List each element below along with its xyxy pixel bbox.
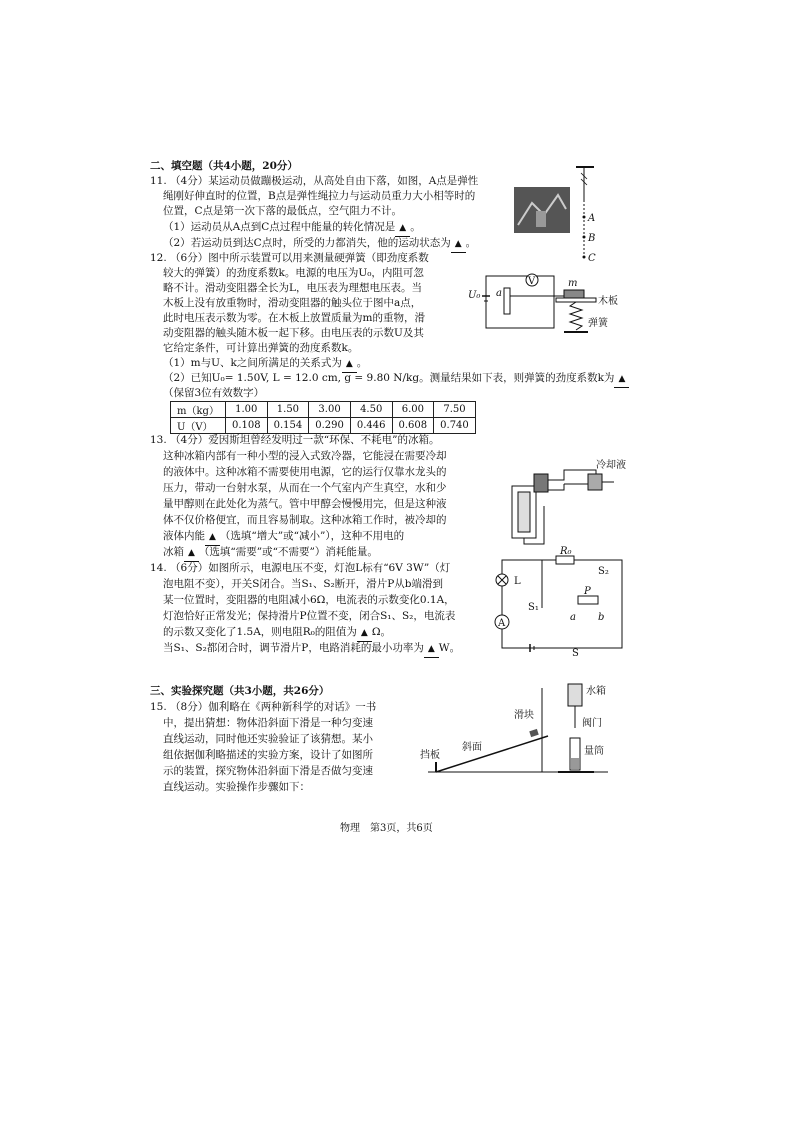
table-cell: 7.50 [434, 402, 476, 418]
lamp-label: L [514, 576, 521, 587]
answer-blank[interactable]: ▲ [357, 625, 372, 642]
incline-figure [418, 680, 618, 780]
coolant-label: 冷却液 [596, 460, 626, 471]
point-a-label: a [496, 288, 502, 299]
table-cell: 0.108 [225, 418, 267, 434]
table-header: m（kg） [171, 402, 226, 418]
q13-line: 量甲醇则在此处化为蒸气。管中甲醇会慢慢用完，但是这种液 [163, 498, 447, 510]
answer-blank[interactable]: ▲ [424, 641, 439, 658]
q15-line: 直线运动，同时他还实验验证了该猜想。某小 [163, 733, 373, 745]
voltmeter-label: V [528, 276, 536, 287]
table-cell: 0.290 [309, 418, 351, 434]
s1-label: S₁ [528, 602, 539, 613]
table-cell: 0.154 [267, 418, 309, 434]
page-footer: 物理 第3页，共6页 [340, 823, 433, 834]
fridge-figure [504, 456, 644, 546]
incline-label: 斜面 [462, 742, 482, 753]
s2-label: S₂ [598, 566, 609, 577]
q15-line: 组依据伽利略描述的实验方案，设计了如图所 [163, 749, 373, 761]
section-title: 三、实验探究题（共3小题，共26分） [150, 685, 330, 697]
table-cell: 0.740 [434, 418, 476, 434]
slider-p-label: P [584, 586, 591, 597]
bungee-figure [514, 165, 604, 265]
answer-blank[interactable]: ▲ [451, 236, 466, 253]
tank-label: 水箱 [586, 686, 606, 697]
point-c-label: C [588, 253, 596, 264]
q12-data-table [170, 401, 476, 434]
q15-line: 15. （8分）伽利略在《两种新科学的对话》一书 [150, 701, 377, 713]
q13-line: 的液体中。这种冰箱不需要使用电源，它的运行仅靠水龙头的 [163, 466, 447, 478]
s-label: S [572, 648, 579, 659]
point-a-label: A [588, 213, 596, 224]
q12-line: 12. （6分）图中所示装置可以用来测量硬弹簧（即劲度系数 [150, 252, 429, 264]
q11-part1: （1）运动员从A点到C点过程中能量的转化情况是 ▲ 。 [163, 219, 421, 237]
point-b-label: B [588, 233, 596, 244]
answer-blank[interactable]: ▲ [614, 371, 629, 388]
q15-line: 中，提出猜想：物体沿斜面下滑是一种匀变速 [163, 717, 373, 729]
q12-part2-note: （保留3位有效数字） [163, 387, 265, 399]
table-cell: 0.446 [350, 418, 392, 434]
section-title: 二、填空题（共4小题，20分） [150, 160, 298, 172]
q12-line: 它给定条件，可计算出弹簧的劲度系数k。 [163, 342, 359, 354]
q13-line: 体不仅价格便宜，而且容易制取。这种冰箱工作时，被冷却的 [163, 514, 447, 526]
q12-line: 此时电压表示数为零。在木板上放置质量为m的重物，滑 [163, 312, 425, 324]
table-cell: 3.00 [309, 402, 351, 418]
q12-part2: （2）已知U₀= 1.50V, L = 12.0 cm, g = 9.80 N/kg。测量结果如下表，则弹簧的劲度系数k为 ▲ [163, 370, 629, 388]
point-b-label: b [598, 612, 605, 623]
u0-label: U₀ [468, 290, 481, 301]
q13-line: 冰箱 ▲ （选填“需要”或“不需要”）消耗能量。 [163, 544, 378, 562]
mass-label: m [568, 278, 578, 289]
ammeter-label: A [498, 618, 506, 629]
q11-line: 11. （4分）某运动员做蹦极运动，从高处自由下落，如图，A点是弹性 [150, 175, 479, 187]
answer-blank[interactable]: ▲ [342, 356, 357, 373]
q13-line: 13. （4分）爱因斯坦曾经发明过一款“环保、不耗电”的冰箱。 [150, 434, 440, 446]
table-cell: 1.50 [267, 402, 309, 418]
spring-label: 弹簧 [588, 318, 608, 329]
q12-line: 木板上没有放重物时，滑动变阻器的触头位于图中a点， [163, 297, 422, 309]
spring-circuit-figure [468, 266, 648, 356]
q12-line: 动变阻器的触头随木板一起下移。由电压表的示数U及其 [163, 327, 424, 339]
lamp-circuit-figure [490, 546, 630, 659]
cylinder-label: 量筒 [584, 746, 604, 757]
q14-line: 14. （6分）如图所示，电源电压不变，灯泡L标有“6V 3W”（灯 [150, 562, 451, 574]
q14-line: 当S₁、S₂都闭合时，调节滑片P，电路消耗的最小功率为 ▲ W。 [163, 640, 460, 658]
table-cell: 4.50 [350, 402, 392, 418]
answer-blank[interactable]: ▲ [184, 545, 199, 562]
q12-line: 略不计。滑动变阻器全长为L，电压表为理想电压表。当 [163, 282, 422, 294]
board-label: 木板 [598, 296, 618, 307]
valve-label: 阀门 [582, 718, 602, 729]
q14-line: 泡电阻不变），开关S闭合。当S₁、S₂断开，滑片P从b端滑到 [163, 578, 444, 590]
r0-label: R₀ [560, 546, 572, 557]
table-cell: 0.608 [392, 418, 434, 434]
q11-line: 位置，C点是第一次下落的最低点，空气阻力不计。 [163, 205, 403, 217]
answer-blank[interactable]: ▲ [395, 220, 410, 237]
q14-line: 灯泡恰好正常发光；保持滑片P位置不变，闭合S₁、S₂，电流表 [163, 610, 456, 622]
q13-line: 压力，带动一台射水泵，从而在一个气室内产生真空，水和少 [163, 482, 447, 494]
q15-line: 示的装置，探究物体沿斜面下滑是否做匀变速 [163, 765, 373, 777]
q15-line: 直线运动。实验操作步骤如下： [163, 781, 310, 793]
table-cell: 6.00 [392, 402, 434, 418]
q11-line: 绳刚好伸直时的位置，B点是弹性绳拉力与运动员重力大小相等时的 [163, 190, 476, 202]
q12-line: 较大的弹簧）的劲度系数k。电源的电压为U₀，内阻可忽 [163, 267, 424, 279]
q12-part1: （1）m与U、k之间所满足的关系式为 ▲ 。 [163, 355, 367, 373]
q14-line: 的示数又变化了1.5A，则电阻R₀的阻值为 ▲ Ω。 [163, 624, 391, 642]
q11-part2: （2）若运动员到达C点时，所受的力都消失，他的运动状态为 ▲ 。 [163, 235, 476, 253]
table-header: U（V） [171, 418, 226, 434]
point-a-label: a [570, 612, 576, 623]
answer-blank[interactable]: ▲ [205, 529, 220, 546]
q13-line: 这种冰箱内部有一种小型的浸入式致冷器，它能浸在需要冷却 [163, 450, 447, 462]
table-row [171, 402, 476, 418]
q13-line: 液体内能 ▲ （选填“增大”或“减小”），这种不用电的 [163, 528, 404, 546]
table-cell: 1.00 [225, 402, 267, 418]
slider-label: 滑块 [514, 710, 534, 721]
q14-line: 某一位置时，变阻器的电阻减小6Ω，电流表的示数变化0.1A， [163, 594, 455, 606]
baffle-label: 挡板 [420, 750, 440, 761]
